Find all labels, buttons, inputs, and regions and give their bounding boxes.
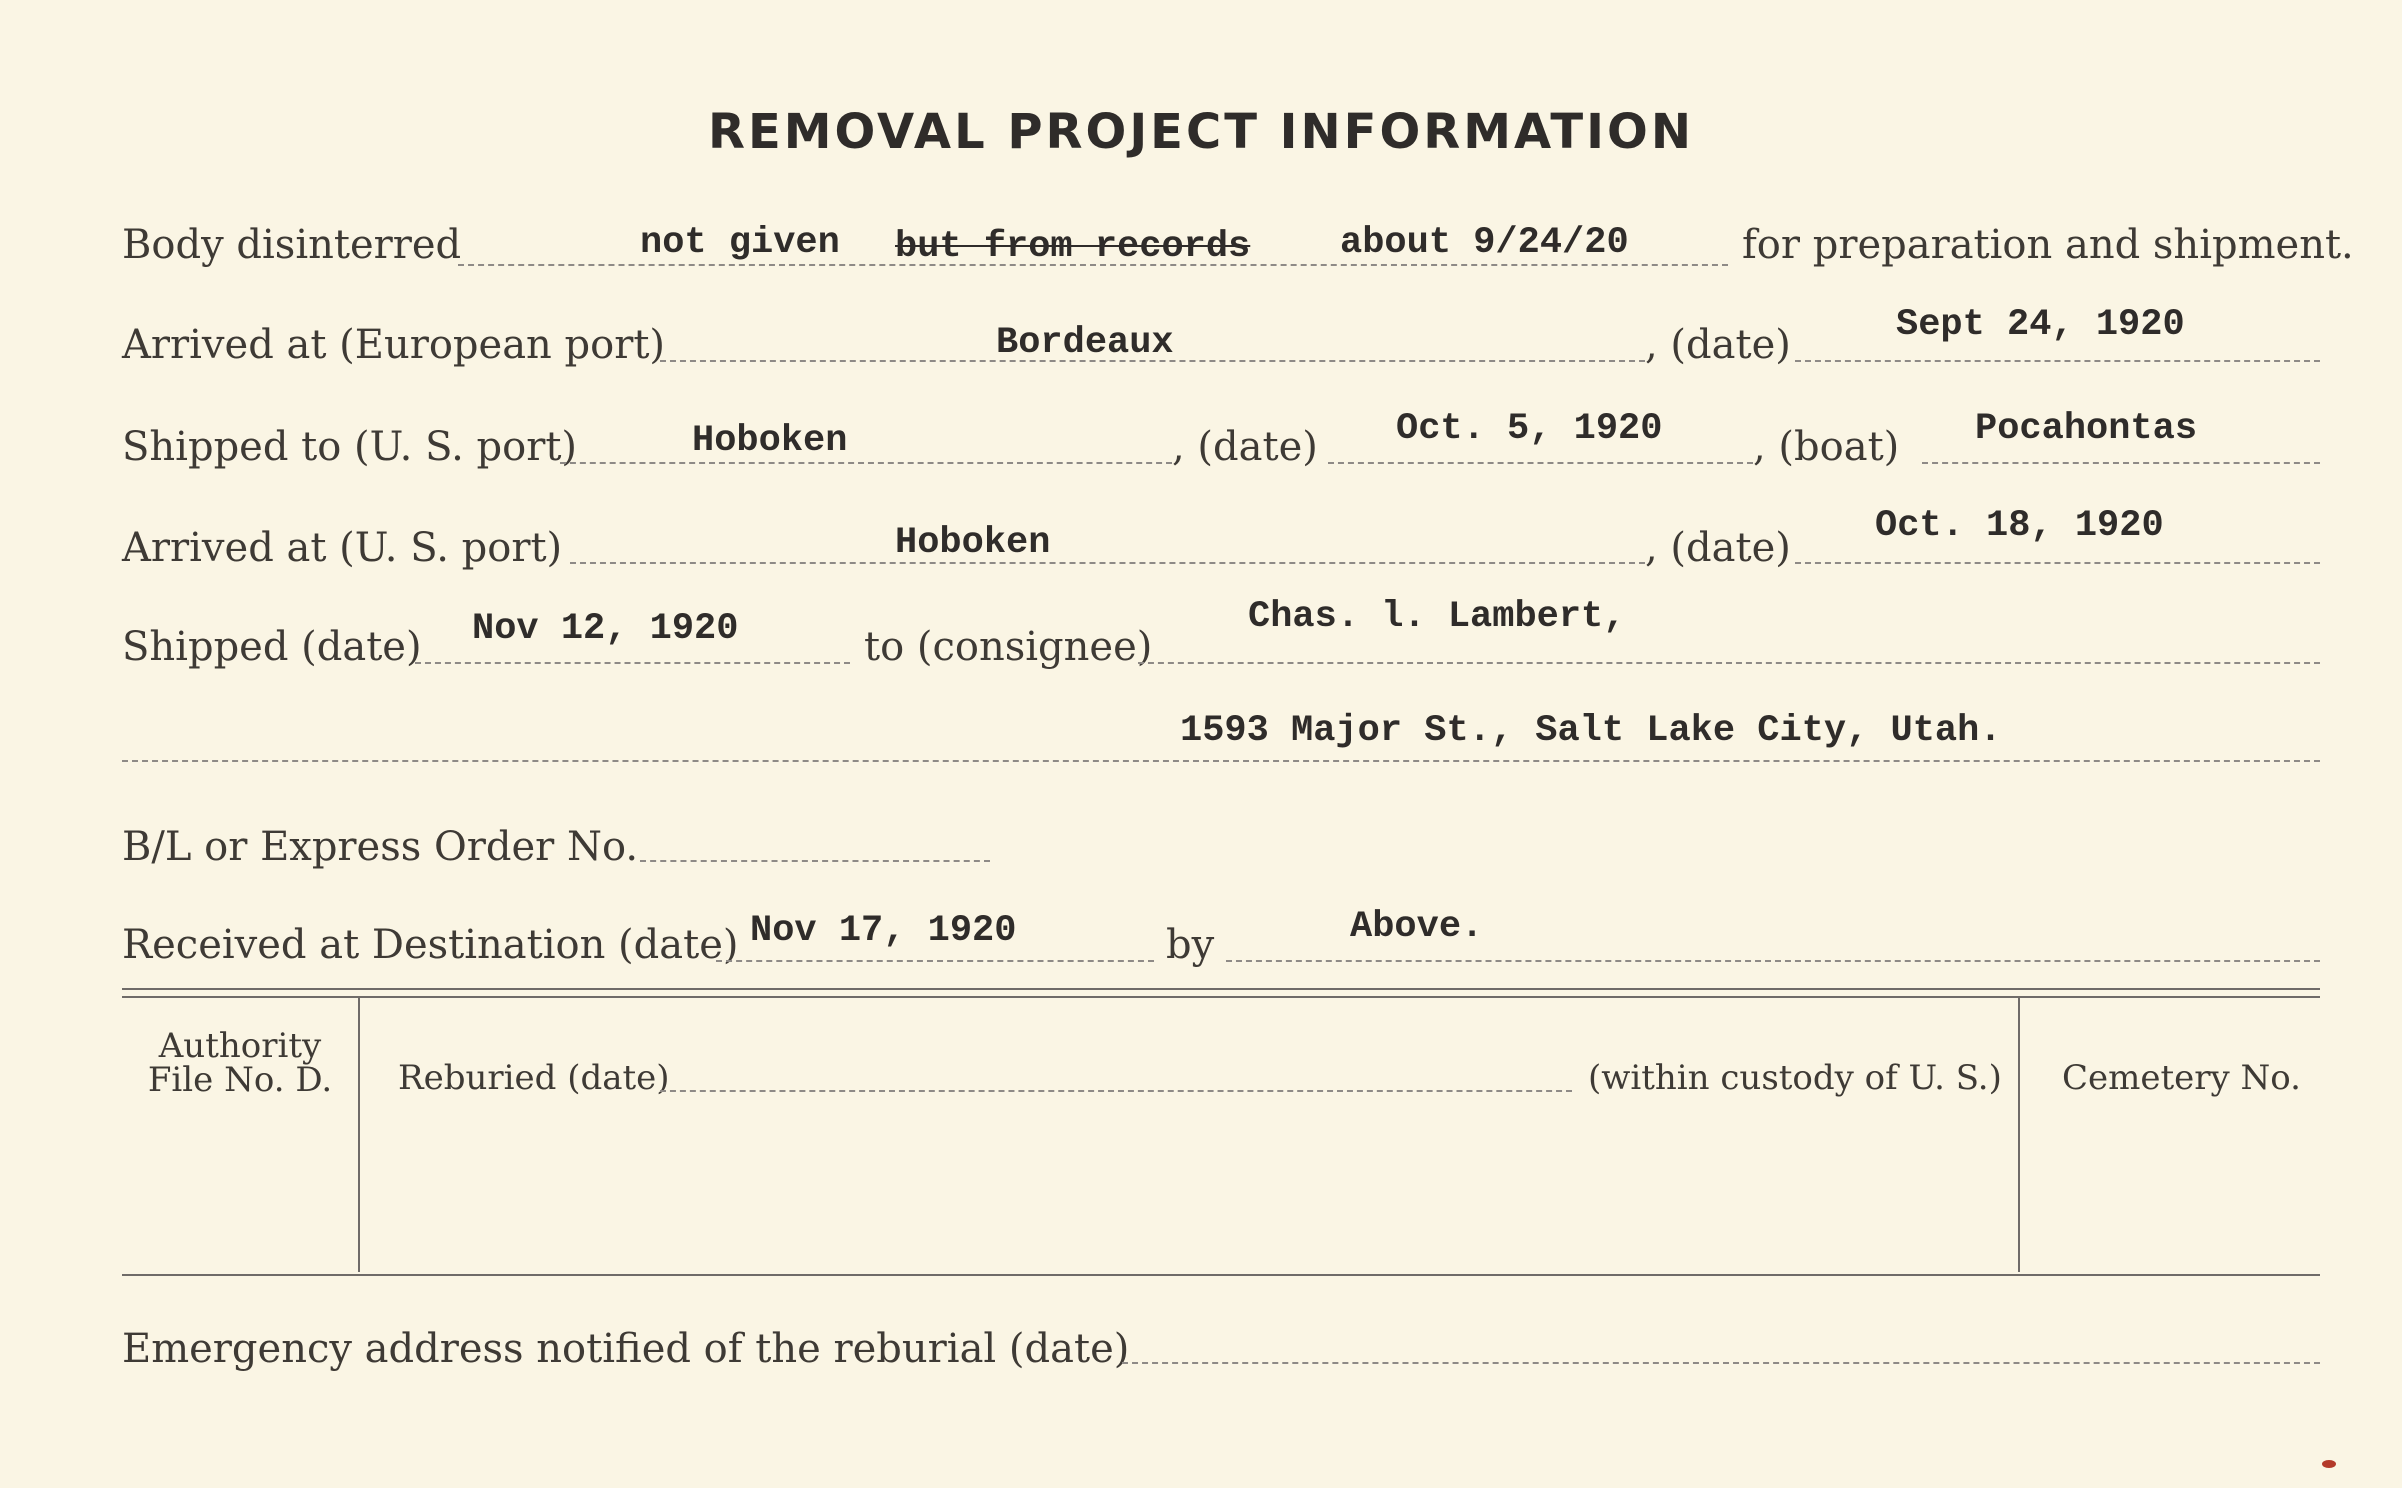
page-title: REMOVAL PROJECT INFORMATION <box>708 104 1694 160</box>
shipped-date-label: Shipped (date) <box>122 624 422 670</box>
body-disinterred-value-b: but from records <box>895 226 1251 268</box>
box-top-rule-1 <box>122 988 2320 990</box>
us-port-arrived-label: Arrived at (U. S. port) <box>122 525 563 571</box>
consignee-label: to (consignee) <box>864 624 1153 670</box>
box-top-rule-2 <box>122 996 2320 998</box>
received-by-label: by <box>1166 922 1215 968</box>
reburied-label: Reburied (date) <box>398 1058 670 1098</box>
box-divider-left <box>358 998 360 1272</box>
cemetery-no-label: Cemetery No. <box>2062 1058 2301 1098</box>
boat-value: Pocahontas <box>1975 408 2198 450</box>
box-bottom-rule <box>122 1274 2320 1276</box>
european-port-value: Bordeaux <box>996 322 1174 364</box>
file-no-label: File No. D. <box>147 1060 333 1100</box>
us-arrived-date-label: , (date) <box>1645 525 1791 571</box>
european-date-label: , (date) <box>1645 322 1791 368</box>
received-destination-date: Nov 17, 1920 <box>750 910 1017 952</box>
custody-label: (within custody of U. S.) <box>1588 1058 2002 1098</box>
received-by-value: Above. <box>1350 906 1484 948</box>
body-disinterred-value-c: about 9/24/20 <box>1340 222 1629 264</box>
address-line <box>122 760 2320 762</box>
received-by-line <box>1226 960 2320 962</box>
bl-order-label: B/L or Express Order No. <box>122 824 639 870</box>
us-port-shipped-value: Hoboken <box>692 420 848 462</box>
shipped-date-value: Nov 12, 1920 <box>472 608 739 650</box>
us-port-shipped-label: Shipped to (U. S. port) <box>122 424 577 470</box>
emergency-address-line <box>1122 1362 2320 1364</box>
received-destination-label: Received at Destination (date) <box>122 922 739 968</box>
received-destination-line <box>716 960 1154 962</box>
authority-label: Authority <box>158 1026 322 1066</box>
us-shipped-date-line <box>1328 462 1753 464</box>
us-arrived-date-value: Oct. 18, 1920 <box>1875 505 2164 547</box>
us-shipped-date-value: Oct. 5, 1920 <box>1396 408 1663 450</box>
box-divider-right <box>2018 998 2020 1272</box>
consignee-address-value: 1593 Major St., Salt Lake City, Utah. <box>1180 710 2002 752</box>
european-date-line <box>1795 360 2320 362</box>
european-port-label: Arrived at (European port) <box>122 322 666 368</box>
body-disinterred-suffix: for preparation and shipment. <box>1742 222 2354 268</box>
shipped-date-line <box>415 662 850 664</box>
us-arrived-date-line <box>1795 562 2320 564</box>
us-port-arrived-line <box>570 562 1645 564</box>
bl-order-line <box>640 860 990 862</box>
emergency-address-label: Emergency address notified of the reburial (date) <box>122 1326 1130 1372</box>
boat-label: , (boat) <box>1753 424 1900 470</box>
reburied-line <box>660 1090 1572 1092</box>
consignee-line <box>1138 662 2320 664</box>
us-port-shipped-line <box>560 462 1172 464</box>
consignee-value: Chas. l. Lambert, <box>1248 596 1626 638</box>
body-disinterred-label: Body disinterred <box>122 222 462 268</box>
us-shipped-date-label: , (date) <box>1172 424 1318 470</box>
boat-line <box>1922 462 2320 464</box>
us-port-arrived-value: Hoboken <box>895 522 1051 564</box>
red-ink-mark <box>2322 1460 2336 1468</box>
body-disinterred-value-a: not given <box>640 222 840 264</box>
european-date-value: Sept 24, 1920 <box>1896 304 2185 346</box>
